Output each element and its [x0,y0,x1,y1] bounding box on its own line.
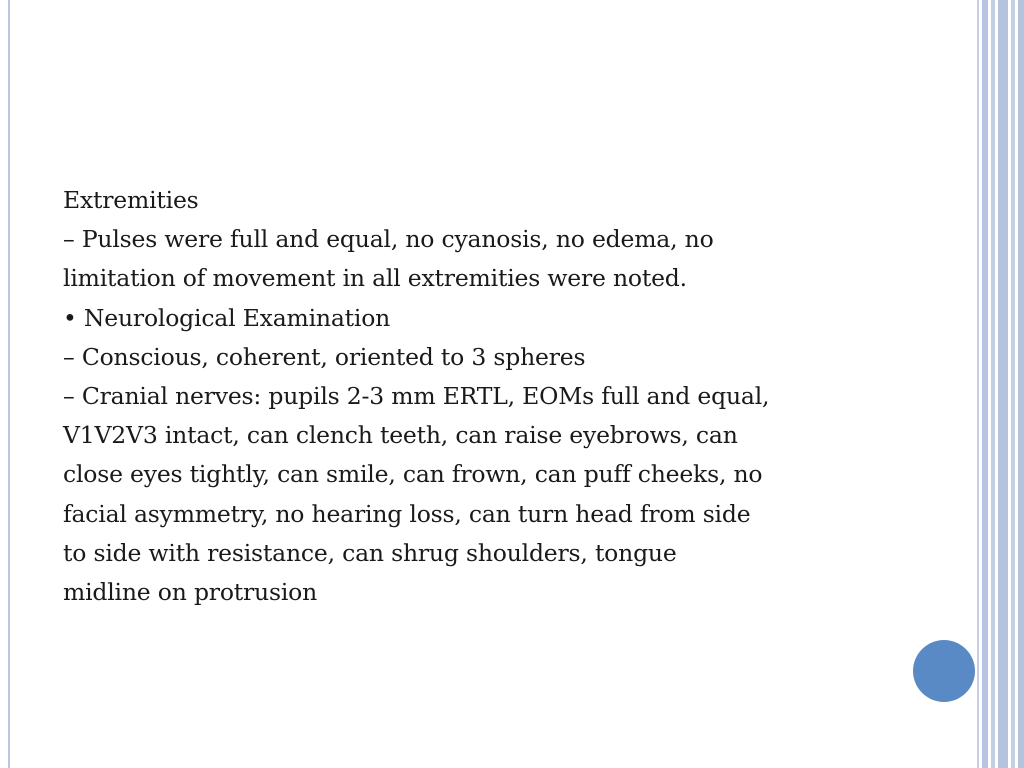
body-line: facial asymmetry, no hearing loss, can turn head from side [63,499,751,528]
decorative-stripe [1011,0,1015,768]
body-line: – Conscious, coherent, oriented to 3 spheres [63,342,586,371]
decorative-stripe [982,0,988,768]
decorative-stripe [977,0,979,768]
left-border-line [8,0,10,768]
body-line: – Pulses were full and equal, no cyanosis, no edema, no [63,225,714,254]
decorative-stripe [991,0,995,768]
body-line: limitation of movement in all extremities were noted. [63,264,687,293]
body-line: – Cranial nerves: pupils 2-3 mm ERTL, EOMs full and equal, [63,382,770,411]
body-line: to side with resistance, can shrug shoulders, tongue [63,538,677,567]
body-line: V1V2V3 intact, can clench teeth, can raise eyebrows, can [63,421,738,450]
body-line: close eyes tightly, can smile, can frown, can puff cheeks, no [63,460,763,489]
decorative-stripe [998,0,1008,768]
decorative-stripe [1018,0,1024,768]
slide-body-text [63,181,943,612]
body-line-heading: Extremities [63,186,199,214]
body-line: midline on protrusion [63,578,318,607]
decorative-circle [913,640,975,702]
body-line-bullet: • Neurological Examination [63,303,391,332]
